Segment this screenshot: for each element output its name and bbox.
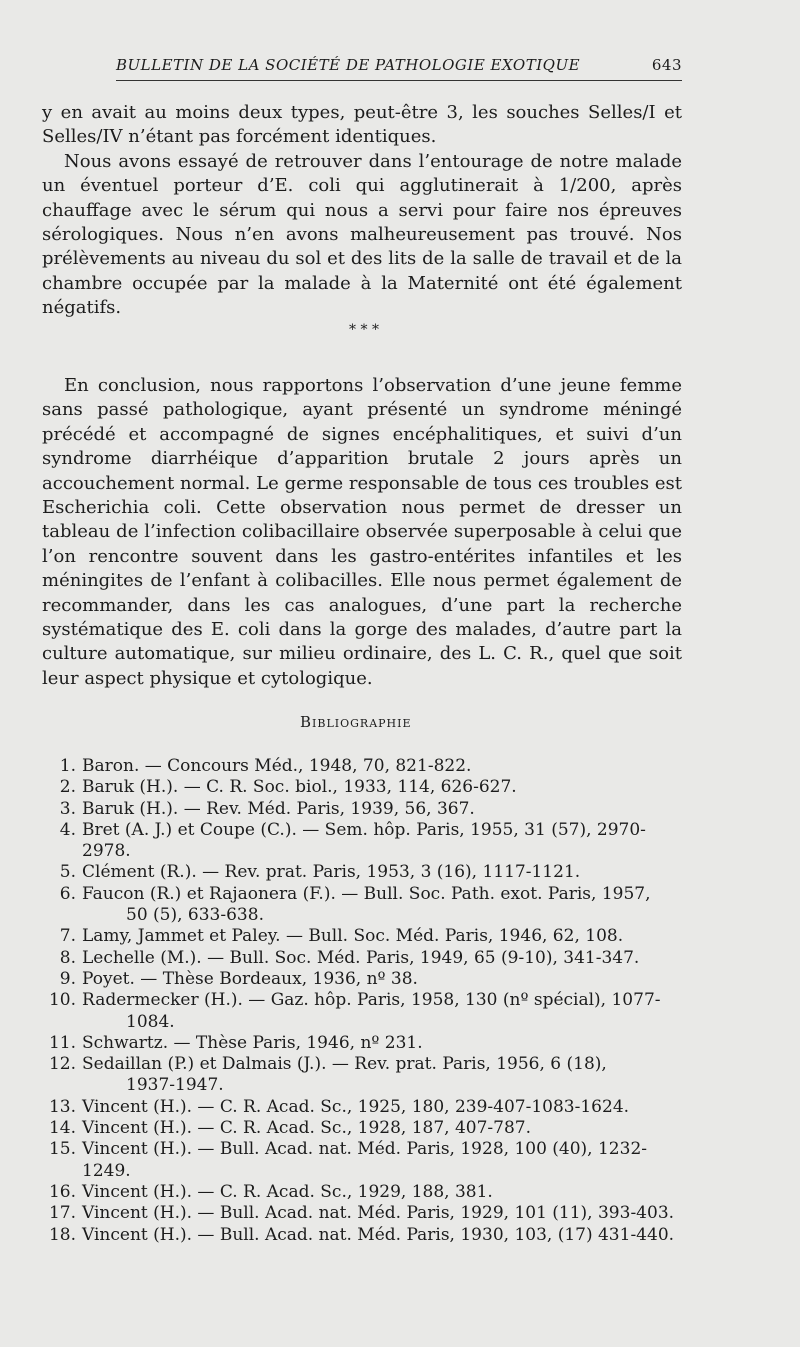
running-header [116, 56, 682, 78]
reference-number: 17. [48, 1203, 76, 1224]
reference-text: Lamy, Jammet et Paley. — Bull. Soc. Méd. Paris, 1946, 62, 108. [82, 926, 624, 947]
bibliography-entry [44, 1182, 684, 1203]
reference-continuation: 1937-1947. [126, 1075, 224, 1096]
reference-number: 12. [48, 1054, 76, 1075]
reference-number: 9. [59, 968, 76, 989]
reference-text: Clément (R.). — Rev. prat. Paris, 1953, 3 (16), 1117-1121. [82, 862, 581, 883]
reference-text: Vincent (H.). — C. R. Acad. Sc., 1928, 187, 407-787. [82, 1118, 532, 1139]
paragraph-conclusion: En conclusion, nous rapportons l’observation d’une jeune femme sans passé pathologique, ayant présenté un syndrome méningé précédé et accompagné de signes encéphalitiques, et suivi d’un syndrome diarrhéique d’apparition brutale 2 jours après un accouchement normal. Le germe responsable de tous ces troubles est Escherichia coli. Cette observation nous permet de dresser un tableau de l’infection colibacillaire observée superposable à celui que l’on rencontre souvent dans les gastro-entérites infantiles et les méningites de l’enfant à colibacilles. Elle nous permet également de recommander, dans les cas analogues, d’une part la recherche systématique des E. coli dans la gorge des malades, d’autre part la culture automatique, sur milieu ordinaire, des L. C. R., quel que soit leur aspect physique et cytologique. [42, 375, 682, 689]
reference-text: Vincent (H.). — Bull. Acad. nat. Méd. Paris, 1930, 103, (17) 431-440. [82, 1224, 675, 1245]
bibliography-entry [44, 1097, 684, 1118]
reference-number: 6. [59, 883, 76, 904]
reference-number: 4. [59, 819, 76, 840]
bibliography-entry [44, 926, 684, 947]
bibliography-entry [44, 948, 684, 969]
reference-number: 7. [59, 926, 76, 947]
reference-number: 14. [48, 1118, 76, 1139]
bibliography-entry [44, 862, 684, 883]
bibliography-heading: Bibliographie [300, 713, 412, 731]
reference-text: Sedaillan (P.) et Dalmais (J.). — Rev. prat. Paris, 1956, 6 (18), [82, 1054, 607, 1075]
reference-number: 5. [59, 862, 76, 883]
reference-text: Bret (A. J.) et Coupe (C.). — Sem. hôp. Paris, 1955, 31 (57), 2970-2978. [82, 819, 646, 862]
bibliography-entry [44, 1139, 684, 1182]
bibliography-entry [44, 1225, 684, 1246]
bibliography-entry [44, 1033, 684, 1054]
reference-text: Baron. — Concours Méd., 1948, 70, 821-822. [82, 756, 472, 776]
reference-number: 2. [59, 777, 76, 798]
header-rule [116, 80, 682, 81]
reference-number: 11. [48, 1032, 76, 1053]
bibliography-entry [44, 990, 684, 1033]
bibliography-entry [44, 756, 684, 777]
bibliography-entry [44, 1203, 684, 1224]
reference-continuation: 50 (5), 633-638. [126, 905, 264, 926]
reference-number: 15. [48, 1139, 76, 1160]
bibliography-entry [44, 1118, 684, 1139]
reference-text: Lechelle (M.). — Bull. Soc. Méd. Paris, 1949, 65 (9-10), 341-347. [82, 947, 640, 968]
bibliography-entry [44, 777, 684, 798]
reference-text: Vincent (H.). — C. R. Acad. Sc., 1929, 188, 381. [82, 1181, 493, 1202]
page-number: 643 [651, 56, 682, 74]
paragraph-carrier-search: Nous avons essayé de retrouver dans l’entourage de notre malade un éventuel porteur d’E. coli qui agglutinerait à 1/200, après chauffage avec le sérum qui nous a servi pour faire nos épreuves sérologiques. Nous n’en avons malheureusement pas trouvé. Nos prélèvements au niveau du sol et des lits de la salle de travail et de la chambre occupée par la malade à la Maternité ont été également négatifs. [42, 150, 682, 319]
reference-number: 1. [59, 756, 76, 776]
reference-number: 18. [48, 1224, 76, 1245]
conclusion-section [42, 374, 682, 691]
reference-number: 13. [48, 1096, 76, 1117]
reference-text: Schwartz. — Thèse Paris, 1946, nº 231. [82, 1032, 423, 1053]
reference-text: Faucon (R.) et Rajaonera (F.). — Bull. Soc. Path. exot. Paris, 1957, [82, 883, 651, 904]
section-separator: * * * [349, 322, 379, 338]
reference-number: 8. [59, 947, 76, 968]
bibliography-list [44, 756, 684, 1246]
reference-text: Poyet. — Thèse Bordeaux, 1936, nº 38. [82, 968, 418, 989]
paragraph-continuation: y en avait au moins deux types, peut-être 3, les souches Selles/I et Selles/IV n’étant pas forcément identiques. [42, 102, 682, 148]
reference-text: Radermecker (H.). — Gaz. hôp. Paris, 1958, 130 (nº spécial), 1077- [82, 990, 661, 1011]
reference-text: Vincent (H.). — Bull. Acad. nat. Méd. Paris, 1929, 101 (11), 393-403. [82, 1203, 675, 1224]
journal-title: BULLETIN DE LA SOCIÉTÉ DE PATHOLOGIE EXOTIQUE [116, 56, 581, 74]
reference-continuation: 1084. [126, 1011, 175, 1032]
reference-text: Vincent (H.). — C. R. Acad. Sc., 1925, 180, 239-407-1083-1624. [82, 1096, 630, 1117]
bibliography-entry [44, 884, 684, 927]
reference-number: 3. [59, 798, 76, 819]
bibliography-entry [44, 1054, 684, 1097]
reference-text: Vincent (H.). — Bull. Acad. nat. Méd. Paris, 1928, 100 (40), 1232-1249. [82, 1139, 648, 1181]
reference-text: Baruk (H.). — Rev. Méd. Paris, 1939, 56, 367. [82, 798, 475, 819]
body-text-top [42, 101, 682, 321]
bibliography-entry [44, 799, 684, 820]
bibliography-entry [44, 820, 684, 863]
reference-number: 10. [48, 990, 76, 1011]
reference-number: 16. [48, 1181, 76, 1202]
bibliography-entry [44, 969, 684, 990]
reference-text: Baruk (H.). — C. R. Soc. biol., 1933, 114, 626-627. [82, 777, 517, 798]
